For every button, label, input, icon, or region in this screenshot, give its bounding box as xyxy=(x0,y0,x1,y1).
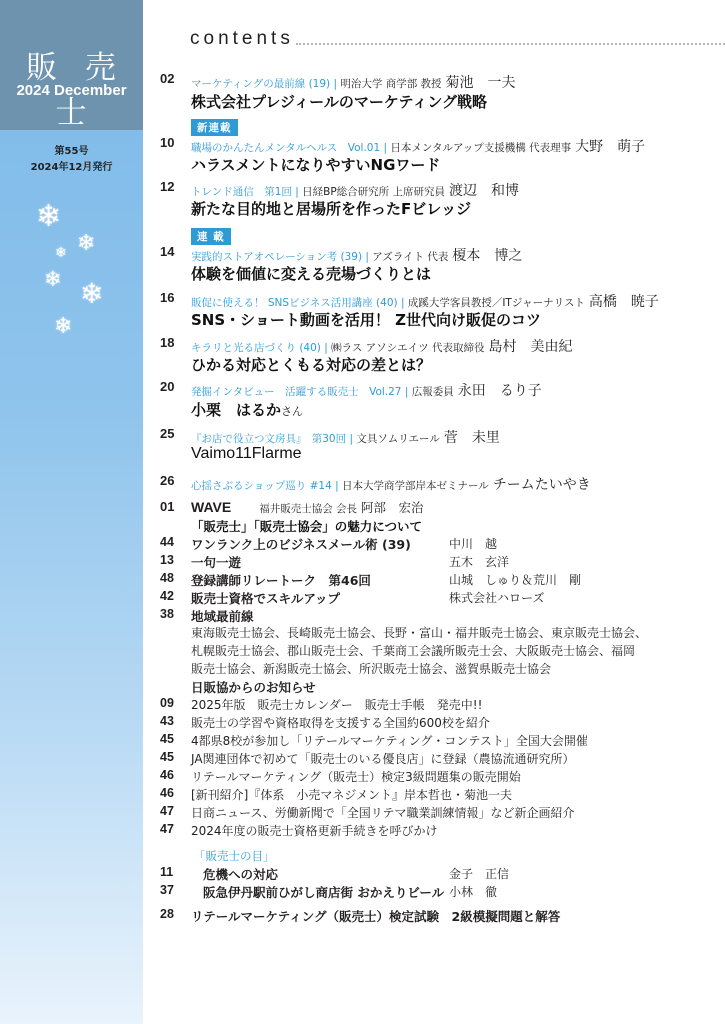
entry-byline: 実践的ストアオペレーション考 (39) | アズライト 代表 榎本 博之 xyxy=(191,248,523,264)
page-number: 37 xyxy=(160,883,174,897)
entry-byline: キラリと光る店づくり (40) | ㈱ラス アソシエイツ 代表取締役 島村 美由紀 xyxy=(191,339,573,355)
new-series-badge: 新連載 xyxy=(191,119,238,136)
toc-row[interactable] xyxy=(160,865,725,882)
row-title: JA関連団体で初めて「販売士のいる優良店」に登録（農協流通研究所） xyxy=(191,752,575,766)
entry-title: ハラスメントになりやすいNGワード xyxy=(191,156,441,174)
row-title: [新刊紹介]『体系 小売マネジメント』岸本哲也・菊池一夫 xyxy=(191,788,513,802)
toc-row[interactable] xyxy=(160,750,725,767)
toc-row[interactable] xyxy=(160,822,725,839)
toc-row[interactable] xyxy=(160,589,725,606)
page-number: 45 xyxy=(160,750,174,764)
dotted-rule xyxy=(296,43,725,45)
magazine-subtitle: 2024 December xyxy=(16,82,127,99)
page-number: 46 xyxy=(160,768,174,782)
issue-date: 2024年12月発行 xyxy=(30,162,113,173)
toc-row[interactable] xyxy=(160,714,725,731)
row-title: 地域最前線 xyxy=(191,609,254,624)
region-associations: 東海販売士協会、長崎販売士協会、長野・富山・福井販売士協会、東京販売士協会、 札幌販売士協会、郡山販売士会、千葉商工会議所販売士会、大阪販売士協会、福岡 販売士協会、新潟販売士協会、所沢販売士協会、滋賀県販売士協会 xyxy=(191,626,648,676)
toc-row-region[interactable] xyxy=(160,607,725,624)
page-number: 45 xyxy=(160,732,174,746)
row-title: 販売士の学習や資格取得を支援する全国約600校を紹介 xyxy=(191,716,490,730)
entry-title: 小栗 はるかさん xyxy=(191,401,304,419)
entry-byline: マーケティングの最前線 (19) | 明治大学 商学部 教授 菊池 一夫 xyxy=(191,75,516,91)
snowflake-icon: ❄ xyxy=(54,314,73,339)
toc-row[interactable] xyxy=(160,786,725,803)
entry-byline: 心揺さぶるショップ巡り #14 | 日本大学商学部岸本ゼミナール チームたいやき xyxy=(191,477,591,493)
row-author: 中川 越 xyxy=(449,537,498,551)
snowflake-icon: ❄ xyxy=(80,277,104,310)
row-title: 4都県8校が参加し「リテールマーケティング・コンテスト」全国大会開催 xyxy=(191,734,588,748)
page-number: 42 xyxy=(160,589,174,603)
page-number: 18 xyxy=(160,335,175,350)
row-title: 一句一遊 xyxy=(191,555,242,570)
page-number: 12 xyxy=(160,179,175,194)
toc-row[interactable] xyxy=(160,804,725,821)
toc-row[interactable] xyxy=(160,571,725,588)
entry-title: 「販売士」「販売士協会」の魅力について xyxy=(191,519,423,534)
row-author: 山城 しゅり＆荒川 剛 xyxy=(449,573,582,587)
row-title: ワンランク上のビジネスメール術 (39) xyxy=(191,537,411,552)
entry-title: SNS・ショート動画を活用！ Z世代向け販促のコツ xyxy=(191,311,541,329)
page-number: 47 xyxy=(160,822,174,836)
page-number: 43 xyxy=(160,714,174,728)
page-number: 13 xyxy=(160,553,174,567)
toc-row[interactable] xyxy=(160,768,725,785)
entry-title: 体験を価値に変える売場づくりとは xyxy=(191,265,432,283)
page-number: 14 xyxy=(160,244,175,259)
entry-byline: 『お店で役立つ文房具』 第30回 | 文具ソムリエール 菅 未里 xyxy=(191,430,500,446)
entry-title: ひかる対応とくもる対応の差とは？ xyxy=(191,356,432,374)
entry-title: 新たな目的地と居場所を作ったFビレッジ xyxy=(191,200,472,218)
sidebar xyxy=(0,0,143,1024)
contents-title: contents xyxy=(190,28,294,49)
contents-header xyxy=(190,24,725,48)
page-number: 01 xyxy=(160,499,175,514)
snowflake-icon: ❄ xyxy=(36,199,62,234)
page-number: 16 xyxy=(160,290,175,305)
entry-byline: 職場のかんたんメンタルヘルス Vol.01 | 日本メンタルアップ支援機構 代表理事 大野 萌子 xyxy=(191,139,646,155)
series-badge: 連 載 xyxy=(191,228,231,245)
entry-byline: トレンド通信 第1回 | 日経BP総合研究所 上席研究員 渡辺 和博 xyxy=(191,183,520,199)
row-author: 五木 玄洋 xyxy=(449,555,510,569)
page-number: 02 xyxy=(160,71,175,86)
row-author: 小林 徹 xyxy=(449,885,498,899)
row-title: 阪急伊丹駅前ひがし商店街 おかえりビール xyxy=(203,885,445,900)
entry-byline: 発掘インタビュー 活躍する販売士 Vol.27 | 広報委員 永田 るり子 xyxy=(191,383,542,399)
row-title: 登録講師リレートーク 第46回 xyxy=(191,573,371,588)
row-title: リテールマーケティング（販売士）検定試験 2級模擬問題と解答 xyxy=(191,909,561,924)
row-title: 販売士資格でスキルアップ xyxy=(191,591,341,606)
page-number: 48 xyxy=(160,571,174,585)
toc-row[interactable] xyxy=(160,732,725,749)
row-title: 2025年版 販売士カレンダー 販売士手帳 発売中!! xyxy=(191,698,483,712)
notices-heading-row xyxy=(160,678,725,695)
notices-heading: 日販協からのお知らせ xyxy=(191,680,316,695)
section-heading-eye: 「販売士の目」 xyxy=(194,849,275,863)
row-author: 金子 正信 xyxy=(449,867,510,881)
page-number: 11 xyxy=(160,865,174,879)
page-number: 09 xyxy=(160,696,174,710)
entry-title: Vaimo11Flarme xyxy=(191,445,302,462)
page-number: 28 xyxy=(160,907,174,921)
snowflake-icon: ❄ xyxy=(44,267,62,291)
row-title: リテールマーケティング（販売士）検定3級問題集の販売開始 xyxy=(191,770,521,784)
entry-byline: 販促に使える！ SNSビジネス活用講座 (40) | 成蹊大学客員教授／ITジャーナリスト 高橋 暁子 xyxy=(191,294,659,310)
row-author: 株式会社ハローズ xyxy=(449,591,545,605)
snowflake-icon: ❄ xyxy=(77,231,96,256)
page-number: 38 xyxy=(160,607,174,621)
page-number: 44 xyxy=(160,535,174,549)
page-number: 10 xyxy=(160,135,175,150)
entry-byline: WAVE 福井販売士協会 会長 阿部 宏治 xyxy=(191,499,424,515)
toc-row[interactable] xyxy=(160,553,725,570)
brand-block xyxy=(0,0,143,130)
row-title: 2024年度の販売士資格更新手続きを呼びかけ xyxy=(191,824,438,838)
page-number: 26 xyxy=(160,473,175,488)
snowflake-icon: ❄ xyxy=(55,245,67,261)
page-number: 46 xyxy=(160,786,174,800)
page-number: 20 xyxy=(160,379,175,394)
page-number: 25 xyxy=(160,426,175,441)
row-title: 危機への対応 xyxy=(203,867,279,882)
page-number: 47 xyxy=(160,804,174,818)
toc-row[interactable] xyxy=(160,883,725,900)
toc-row-exam[interactable] xyxy=(160,907,725,924)
toc-row[interactable] xyxy=(160,696,725,713)
toc-row[interactable] xyxy=(160,535,725,552)
row-title: 日商ニュース、労働新聞で「全国リテマ職業訓練情報」など新企画紹介 xyxy=(191,806,575,820)
magazine-title: 販 売 士 xyxy=(26,50,125,131)
entry-title: 株式会社プレジィールのマーケティング戦略 xyxy=(191,93,488,111)
issue-number: 第55号 xyxy=(54,146,89,157)
